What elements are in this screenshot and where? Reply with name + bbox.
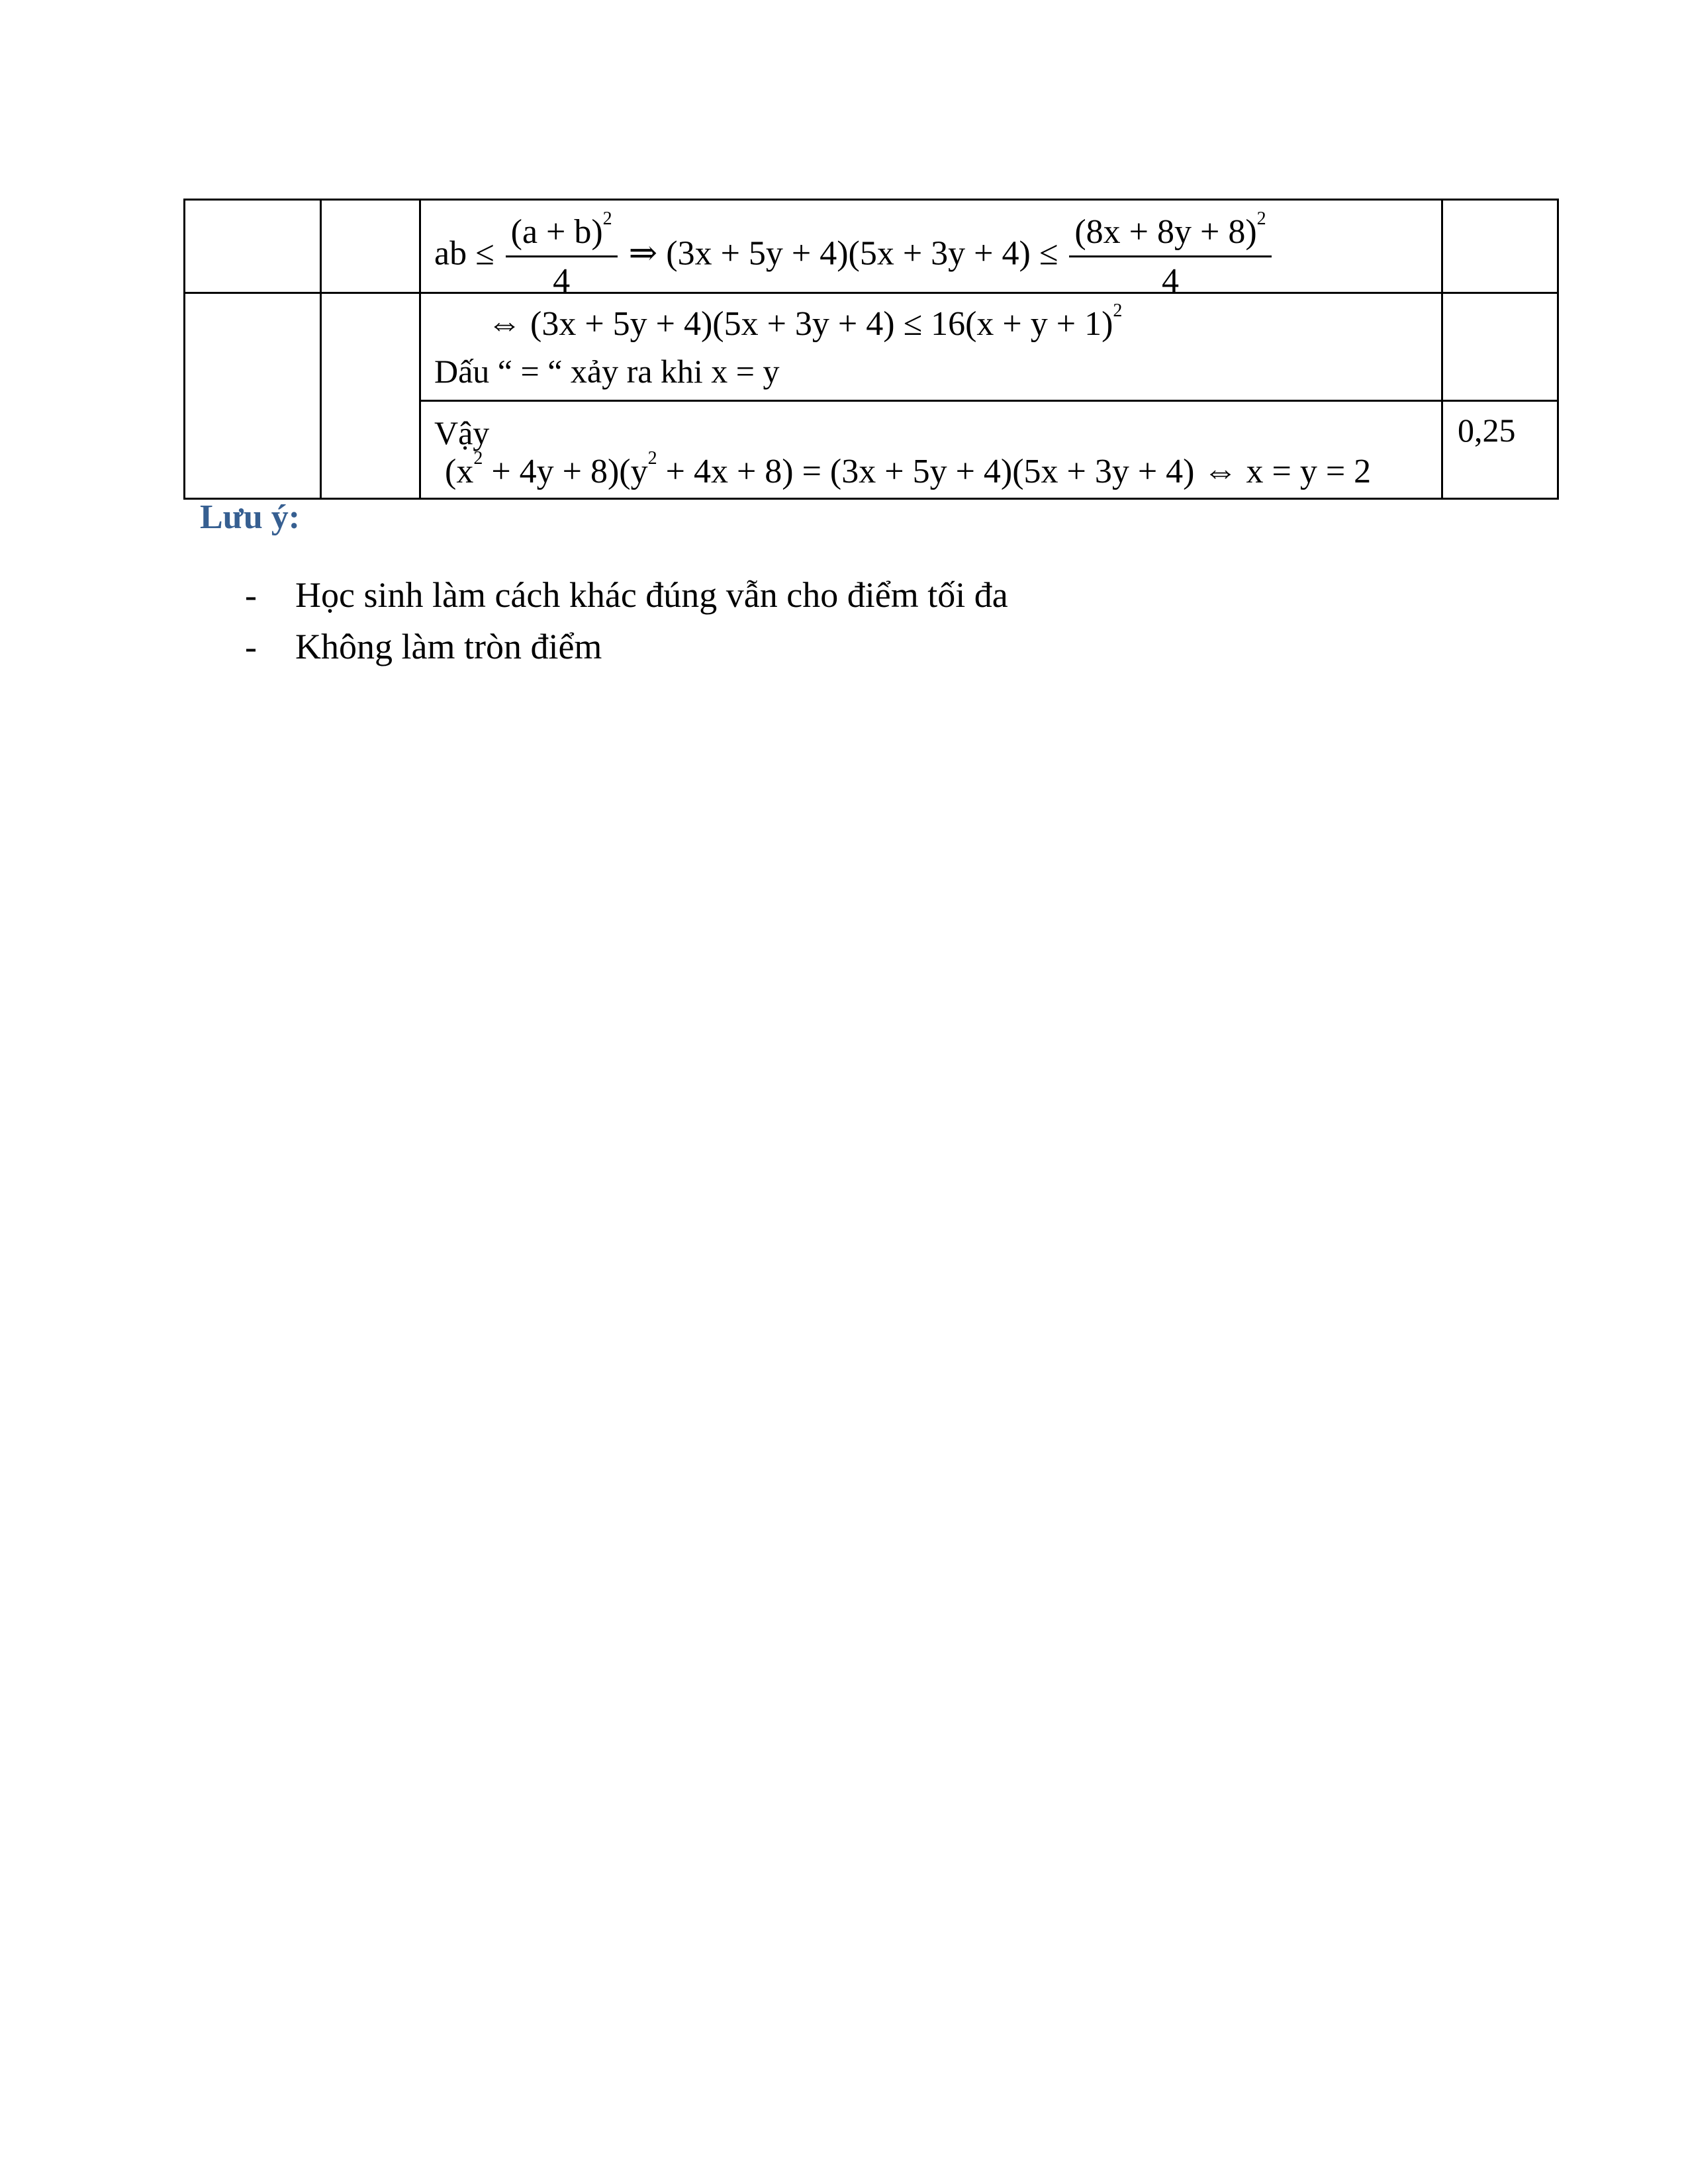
note-text: Học sinh làm cách khác đúng vẫn cho điểm tối đa — [295, 575, 1008, 615]
inequality-formula — [421, 201, 1441, 300]
formula-body: (3x + 5y + 4)(5x + 3y + 4) ≤ 16(x + y + 1) — [530, 305, 1113, 343]
note-list — [238, 569, 1008, 672]
solution-table — [183, 199, 1559, 500]
score-value — [1443, 201, 1557, 210]
conclusion-formula: $(x^2 + 4y + 8)(y^2 + 4x + 8) = (3x + 5y + 4)(5x + 3y + 4)$ ⇔ x = y = 2 — [445, 448, 1372, 490]
list-item — [238, 569, 1008, 621]
equivalence-arrow: ⇔ — [487, 305, 522, 343]
formula-middle: (3x + 5y + 4)(5x + 3y + 4) ≤ — [666, 234, 1058, 273]
fraction-denominator: 4 — [1162, 262, 1179, 300]
implies-arrow: ⇒ — [628, 234, 658, 273]
bullet-dash: - — [245, 627, 257, 666]
table-row — [185, 200, 1558, 293]
table-cell-content — [420, 401, 1442, 499]
table-cell-part — [321, 200, 420, 293]
score-value — [1443, 294, 1557, 303]
exponent: 2 — [602, 208, 612, 229]
exponent: 2 — [1113, 300, 1123, 321]
table-row — [185, 293, 1558, 401]
conclusion-prefix: Vậy — [434, 414, 490, 451]
note-text: Không làm tròn điểm — [295, 627, 602, 666]
bullet-dash: - — [245, 575, 257, 615]
table-cell-score — [1442, 401, 1558, 499]
table-cell-question — [185, 293, 321, 499]
equivalent-formula — [434, 299, 1428, 349]
list-item — [238, 621, 1008, 672]
fraction-bound — [1069, 208, 1271, 300]
fraction-denominator: 4 — [553, 262, 571, 300]
exponent: 2 — [1256, 208, 1266, 229]
exponent: 2 — [647, 448, 657, 469]
equality-condition: Dấu “ = “ xảy ra khi x = y — [434, 353, 780, 390]
table-cell-part — [321, 293, 420, 499]
fraction-am-gm — [506, 208, 618, 300]
table-cell-score — [1442, 200, 1558, 293]
table-cell-content — [420, 200, 1442, 300]
note-heading: Lưu ý: — [200, 498, 301, 536]
table-cell-content — [420, 293, 1442, 401]
score-value: 0,25 — [1458, 412, 1516, 449]
table-cell-question — [185, 200, 321, 293]
exponent: 2 — [473, 448, 483, 469]
formula-lhs: ab ≤ — [434, 234, 494, 273]
fraction-numerator: (8x + 8y + 8) — [1074, 213, 1257, 251]
fraction-numerator: (a + b) — [510, 213, 603, 251]
table-cell-score — [1442, 293, 1558, 401]
